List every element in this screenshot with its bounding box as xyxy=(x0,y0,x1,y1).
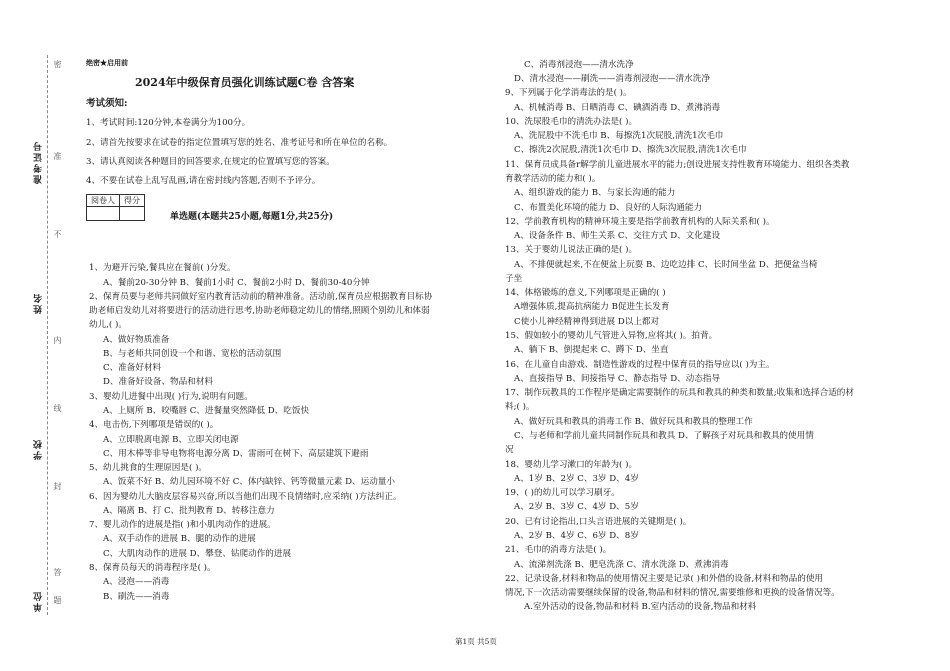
question-line: 22、记录设备,材料和物品的使用情况主要是记录( )和外借的设备,材料和物品的使用 xyxy=(505,574,824,584)
question-line: 6、因为婴幼儿大脑皮层容易兴奋,所以当他们出现不良情绪时,应采纳( )方法纠正。 xyxy=(89,492,402,502)
seal-mark: 密 xyxy=(53,60,62,68)
option-line: A、机械消毒 B、日晒消毒 C、碘酒消毒 D、煮沸消毒 xyxy=(514,103,721,113)
question-line: 9、下列属于化学消毒法的是( )。 xyxy=(505,88,632,98)
secret-label: 绝密★启用前 xyxy=(86,58,128,67)
option-line: D、准备好设备、物品和材料 xyxy=(103,377,214,387)
score-table xyxy=(86,194,145,221)
question-line: 20、已有讨论指出,口头言语进展的关键期是( )。 xyxy=(505,517,692,527)
option-line: 子坐 xyxy=(505,274,523,284)
option-line: A、1岁 B、2岁 C、3岁 D、4岁 xyxy=(514,474,639,484)
option-line: 况 xyxy=(505,445,514,455)
option-line: A、流涕剂洗涤 B、肥皂洗涤 C、清水洗涤 D、煮沸消毒 xyxy=(514,560,729,570)
seal-mark: 题 xyxy=(53,596,62,604)
seal-mark: 不 xyxy=(53,230,62,238)
section-title: 单选题(本题共25小题,每题1分,共25分) xyxy=(170,212,334,222)
page-number: 第1页 共5页 xyxy=(455,637,497,646)
option-line: A、隔离 B、打 C、批判教育 D、转移注意力 xyxy=(103,506,275,516)
label-zhunkao: 准考证号 xyxy=(34,140,44,184)
question-line: 17、制作玩教具的工作程序是确定需要制作的玩具和教具的种类和数量;收集和选择合适的材 xyxy=(505,388,854,398)
score-table-score-header: 得分 xyxy=(120,195,145,207)
option-line: A、做好玩具和教具的消毒工作 B、做好玩具和教具的整理工作 xyxy=(514,417,753,427)
page-title: 2024年中级保育员强化训练试题C卷 含答案 xyxy=(135,76,355,89)
option-line: A、洗屁股中不洗毛巾 B、每擦洗1次屁股,清洗1次毛巾 xyxy=(514,131,724,141)
instruction-item: 1、考试时间:120分钟,本卷满分为100分。 xyxy=(86,118,251,128)
option-line: C使小儿神经精神得到进展 D以上都对 xyxy=(514,317,660,327)
option-line: A、设备条件 B、师生关系 C、交往方式 D、文化建设 xyxy=(514,231,721,241)
score-table-cell[interactable] xyxy=(120,207,145,221)
score-table-cell[interactable] xyxy=(87,207,120,221)
option-line: B、刷洗——消毒 xyxy=(103,592,170,602)
option-line: A、2岁 B、3岁 C、4岁 D、5岁 xyxy=(514,502,639,512)
option-line: D、清水浸泡——刷洗——消毒剂浸泡——清水洗净 xyxy=(514,74,710,84)
option-line: C、用木棒等非导电物将电源分离 D、雷雨可在树下、高层建筑下避雨 xyxy=(103,449,369,459)
question-line: 8、保育员每天的消毒程序是( )。 xyxy=(89,563,216,573)
instruction-item: 3、请认真阅读各种题目的回答要求,在规定的位置填写您的答案。 xyxy=(86,157,335,167)
question-line: 16、在儿童自由游戏、制造性游戏的过程中保育员的指导应以( )为主。 xyxy=(505,360,775,370)
option-line: A、餐前20-30分钟 B、餐前1小时 C、餐前2小时 D、餐前30-40分钟 xyxy=(103,278,370,288)
seal-mark: 准 xyxy=(53,152,62,160)
option-line: A、2岁 B、4岁 C、6岁 D、8岁 xyxy=(514,531,639,541)
question-line: 12、学前教育机构的精神环境主要是指学前教育机构的人际关系和( )。 xyxy=(505,217,775,227)
question-line: 10、洗尿股毛巾的清洗办法是( )。 xyxy=(505,117,638,127)
label-school: 学校 xyxy=(34,438,44,460)
option-line: A、双手动作的进展 B、腿的动作的进展 xyxy=(103,534,256,544)
option-line: A增强体质,提高抗病能力 B促进生长发育 xyxy=(514,302,670,312)
option-line: B、与老师共同创设一个和谐、宽松的活动氛围 xyxy=(103,349,282,359)
score-table-grader-header: 阅卷人 xyxy=(87,195,120,207)
question-line: 19、( )的幼儿可以学习刷牙。 xyxy=(505,488,620,498)
seal-mark: 线 xyxy=(53,404,62,412)
question-line: 1、为避开污染,餐具应在餐前( )分发。 xyxy=(89,263,236,273)
label-name: 姓名 xyxy=(34,292,44,314)
option-line: C、布置美化环境的能力 D、良好的人际沟通能力 xyxy=(514,203,703,213)
seal-dashed-line xyxy=(47,55,48,615)
seal-mark: 封 xyxy=(53,482,62,490)
question-line: 助老师启发幼儿对将要进行的活动进行思考,协助老师稳定幼儿的情绪,照顾个别幼儿和体弱 xyxy=(89,306,430,316)
option-line: A、组织游戏的能力 B、与家长沟通的能力 xyxy=(514,188,676,198)
instruction-item: 4、不要在试卷上乱写乱画,请在密封线内答题,否则不予评分。 xyxy=(86,176,321,186)
option-line: A、不排便就起来,不在便盆上玩耍 B、边吃边排 C、长时间坐盆 D、把便盆当椅 xyxy=(514,260,818,270)
question-line: 21、毛巾的消毒方法是( )。 xyxy=(505,545,612,555)
option-line: C、与老师和学前儿童共同制作玩具和教具 D、了解孩子对玩具和教具的使用情 xyxy=(514,431,814,441)
option-line: A、躺下 B、倒提起来 C、蹲下 D、坐直 xyxy=(514,345,669,355)
question-line: 15、假如较小的婴幼儿气管进入异物,应将其( )。拍背。 xyxy=(505,331,718,341)
question-line: 幼儿,( )。 xyxy=(89,320,127,330)
option-line: A、直接指导 B、间接指导 C、静态指导 D、动态指导 xyxy=(514,374,721,384)
option-line: C、大肌肉动作的进展 D、攀登、钻爬动作的进展 xyxy=(103,549,292,559)
question-line: 情况,下一次活动需要继续保留的设备,物品和材料的情况,需要维修和更换的设备情况等。 xyxy=(505,588,840,598)
instruction-item: 2、请首先按要求在试卷的指定位置填写您的姓名、准考证号和所在单位的名称。 xyxy=(86,138,393,148)
option-line: C、消毒剂浸泡——清水洗净 xyxy=(524,60,634,70)
label-unit: 单位 xyxy=(34,590,44,612)
option-line: A、浸泡——消毒 xyxy=(103,577,170,587)
option-line: A.室外活动的设备,物品和材料 B.室内活动的设备,物品和材料 xyxy=(524,602,757,612)
question-line: 4、电击伤,下列哪项是错误的( )。 xyxy=(89,420,219,430)
question-line: 育教学活动的能力和( )。 xyxy=(505,174,601,184)
question-line: 13、关于婴幼儿说法正确的是( )。 xyxy=(505,245,638,255)
seal-mark: 答 xyxy=(53,568,62,576)
question-line: 2、保育员要与老师共同做好室内教育活动前的精神准备。活动前,保育员应根据教育目标协 xyxy=(89,292,433,302)
question-line: 14、体格锻炼的意义,下列哪项是正确的( ) xyxy=(505,288,666,298)
option-line: C、准备好材料 xyxy=(103,363,162,373)
question-line: 3、婴幼儿进餐中出现( )行为,说明有问题。 xyxy=(89,392,253,402)
question-line: 7、婴儿动作的进展是指( )和小肌肉动作的进展。 xyxy=(89,520,276,530)
question-line: 料;( )。 xyxy=(505,402,535,412)
seal-mark: 内 xyxy=(53,336,62,344)
option-line: A、饭菜不好 B、幼儿园环境不好 C、体内缺锌、钙等微量元素 D、运动量小 xyxy=(103,477,395,487)
option-line: C、擦洗2次屁股,清洗1次毛巾 D、擦洗3次屁股,清洗1次毛巾 xyxy=(514,145,747,155)
option-line: A、立即脱离电源 B、立即关闭电源 xyxy=(103,435,239,445)
instructions-heading: 考试须知: xyxy=(86,98,128,109)
option-line: A、上厕所 B、咬嘴唇 C、进餐量突然降低 D、吃饭快 xyxy=(103,406,310,416)
question-line: 5、幼儿挑食的生理原因是( )。 xyxy=(89,463,208,473)
question-line: 18、婴幼儿学习漱口的年龄为( )。 xyxy=(505,460,638,470)
question-line: 11、保育员成具备r解学前儿童进展水平的能力;创设进展支持性教育环境能力、组织各类教 xyxy=(505,160,850,170)
option-line: A、做好物质准备 xyxy=(103,335,170,345)
